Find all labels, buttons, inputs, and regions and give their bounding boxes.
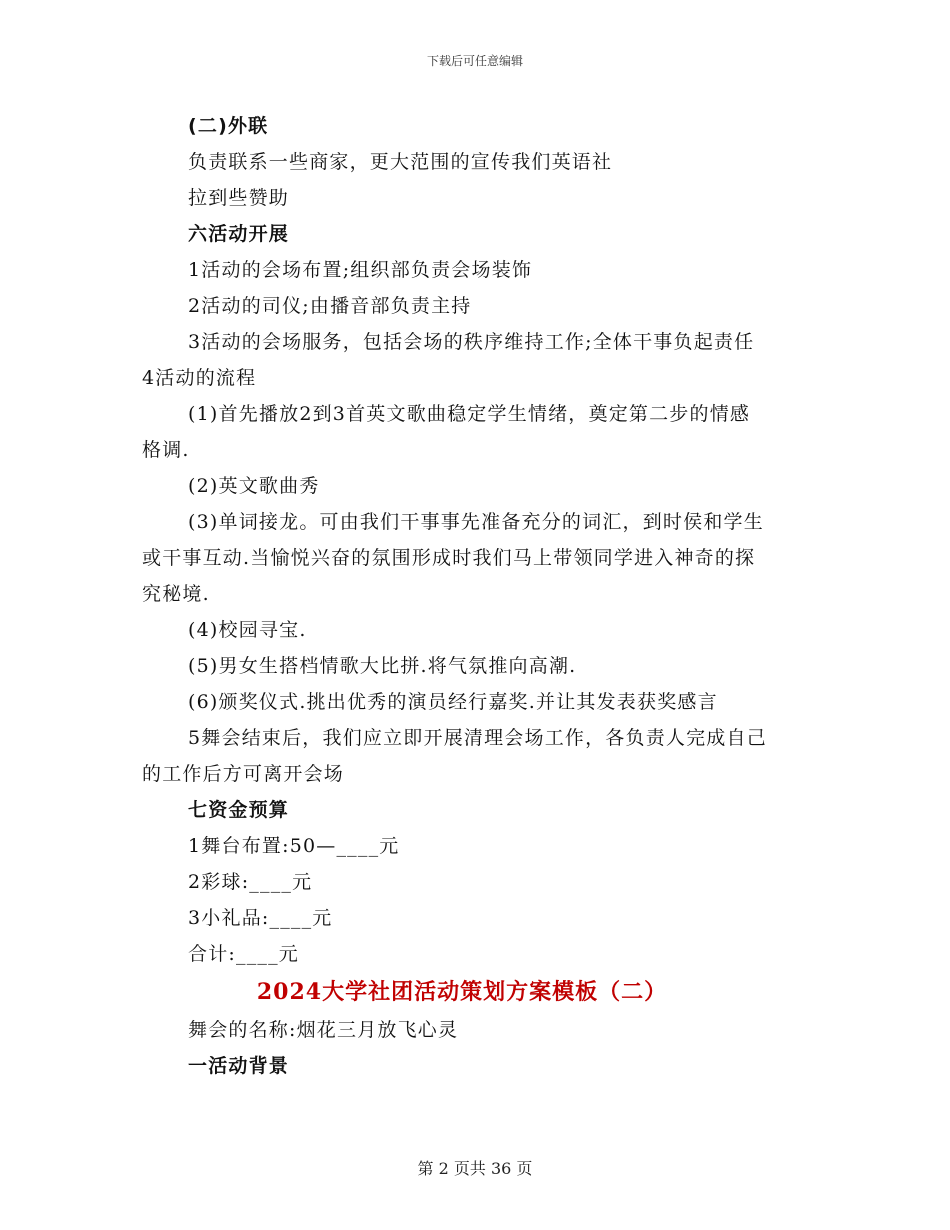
section-heading-budget: 七资金预算 — [188, 799, 290, 821]
paragraph-line: 合计:____元 — [188, 943, 300, 965]
paragraph-line: 格调. — [142, 439, 190, 461]
section-heading-background: 一活动背景 — [188, 1055, 290, 1077]
page-header: 下载后可任意编辑 — [426, 54, 523, 68]
paragraph-line: 的工作后方可离开会场 — [142, 763, 345, 785]
paragraph-line: 2彩球:____元 — [188, 871, 313, 893]
paragraph-line: (2)英文歌曲秀 — [188, 475, 320, 497]
paragraph-line: (5)男女生搭档情歌大比拼.将气氛推向高潮. — [188, 655, 577, 677]
paragraph-line: 2活动的司仪;由播音部负责主持 — [188, 295, 472, 317]
paragraph-line: 1活动的会场布置;组织部负责会场装饰 — [188, 259, 533, 281]
paragraph-line: 负责联系一些商家，更大范围的宣传我们英语社 — [188, 151, 613, 173]
paragraph-line: 或干事互动.当愉悦兴奋的氛围形成时我们马上带领同学进入神奇的探 — [142, 547, 756, 569]
paragraph-line: 究秘境. — [142, 583, 210, 605]
section-heading-external: (二)外联 — [188, 115, 269, 137]
paragraph-line: 4活动的流程 — [142, 367, 257, 389]
document-body — [142, 108, 822, 1084]
paragraph-line: 1舞台布置:50—____元 — [188, 835, 400, 857]
paragraph-line: (1)首先播放2到3首英文歌曲稳定学生情绪，奠定第二步的情感 — [188, 403, 751, 425]
paragraph-line: 3活动的会场服务，包括会场的秩序维持工作;全体干事负起责任 — [188, 331, 755, 353]
paragraph-line: (3)单词接龙。可由我们干事事先准备充分的词汇，到时侯和学生 — [188, 511, 764, 533]
paragraph-line: 舞会的名称:烟花三月放飞心灵 — [188, 1019, 459, 1041]
paragraph-line: (6)颁奖仪式.挑出优秀的演员经行嘉奖.并让其发表获奖感言 — [188, 691, 718, 713]
paragraph-line: (4)校园寻宝. — [188, 619, 307, 641]
paragraph-line: 3小礼品:____元 — [188, 907, 333, 929]
paragraph-line: 5舞会结束后，我们应立即开展清理会场工作，各负责人完成自己 — [188, 727, 767, 749]
page-footer: 第 2 页共 36 页 — [417, 1159, 533, 1178]
paragraph-line: 拉到些赞助 — [188, 187, 290, 209]
document-title: 2024大学社团活动策划方案模板（二） — [256, 979, 668, 1005]
section-heading-activity: 六活动开展 — [188, 223, 290, 245]
